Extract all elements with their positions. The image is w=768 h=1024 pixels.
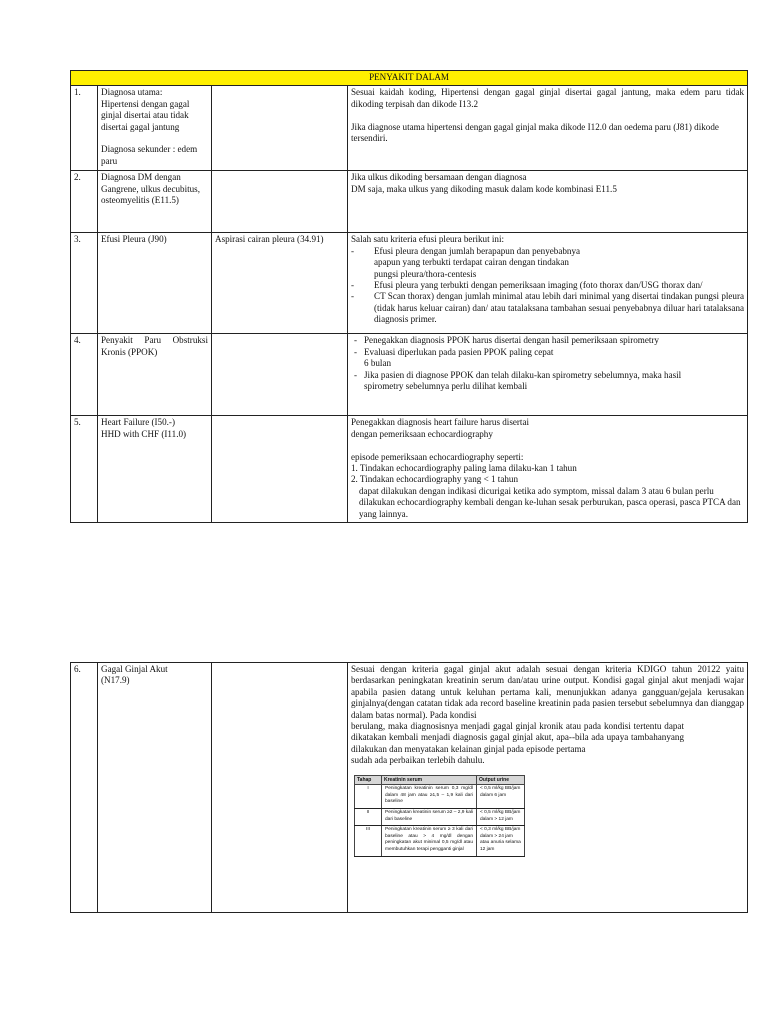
diagnosis-line: Hipertensi dengan gagal ginjal disertai atau tidak disertai gagal jantung bbox=[101, 98, 190, 132]
kdigo-header: Kreatinin serum bbox=[382, 775, 477, 785]
bullet-mark: - bbox=[354, 369, 358, 380]
kdigo-urine: < 0,5 ml/kg BB/jam dalam 6 jam bbox=[477, 785, 525, 809]
note-line: Penegakkan diagnosis heart failure harus disertai bbox=[351, 417, 530, 428]
kdigo-urine: < 0,5 ml/kg BB/jam dalam > 12 jam bbox=[477, 809, 525, 826]
table-row bbox=[71, 233, 748, 334]
diagnosis-cell bbox=[98, 171, 212, 233]
bullet-mark: - bbox=[351, 245, 355, 256]
list-item bbox=[351, 370, 744, 393]
row-number: 4. bbox=[71, 334, 98, 416]
note-indented: dapat dilakukan dengan indikasi dicurigai ketika ado symptom, missal dalam 3 atau 6 bulan perlu dilakukan echocardiography kembali dengan ke-luhan sesak perburukan, pasca operasi, pasca PTCA dan yang lainnya. bbox=[359, 485, 741, 519]
diagnosis-line: Heart Failure (I50.-) bbox=[101, 417, 175, 428]
row-number: 6. bbox=[71, 663, 98, 913]
bullet-text: Efusi pleura yang terbukti dengan pemeriksaan imaging (foto thorax dan/USG thorax dan/ bbox=[374, 280, 703, 291]
note-paragraph: berulang, maka diagnosisnya menjadi gagal ginjal kronik atau pada kondisi tertentu dapat dikatakan kembali menjadi diagnosis gagal ginjal akut, apa--bila ada upaya tambahanyang dilakukan dan menyatakan kelainan ginjal pada episode pertama bbox=[351, 721, 684, 754]
diagnosis-cell bbox=[98, 416, 212, 523]
procedure-cell bbox=[212, 171, 348, 233]
note-paragraph: sudah ada perbaikan terlebih dahulu. bbox=[351, 755, 485, 766]
bullet-text: Efusi pleura dengan jumlah berapapun dan penyebabnya apapun yang terbukti terdapat cairan dengan tindakan pungsi pleura/thora-centesis bbox=[374, 245, 581, 279]
procedure-cell bbox=[212, 86, 348, 171]
kdigo-stage: II bbox=[355, 809, 382, 826]
table-row bbox=[71, 171, 748, 233]
diagnosis-cell bbox=[98, 663, 212, 913]
list-item bbox=[351, 291, 744, 325]
note-line: 1. Tindakan echocardiography paling lama dilaku-kan 1 tahun bbox=[351, 463, 577, 474]
note-line: Jika ulkus dikoding bersamaan dengan diagnosa bbox=[351, 172, 527, 183]
diagnosis-line: Diagnosa DM dengan Gangrene, ulkus decubitus, osteomyelitis (E11.5) bbox=[101, 172, 200, 206]
diagnosis-line: Efusi Pleura (J90) bbox=[101, 234, 167, 245]
note-line: dengan pemeriksaan echocardiography bbox=[351, 428, 493, 439]
table-row bbox=[71, 86, 748, 171]
note-line: Jika diagnose utama hipertensi dengan gagal ginjal maka dikode I12.0 dan oedema paru (J81) dikode bbox=[351, 121, 719, 132]
kdigo-row bbox=[355, 785, 525, 809]
kdigo-table bbox=[354, 775, 525, 857]
notes-cell bbox=[348, 233, 748, 334]
row-number: 2. bbox=[71, 171, 98, 233]
notes-cell bbox=[348, 171, 748, 233]
bullet-text: Penegakkan diagnosis PPOK harus disertai dengan hasil pemeriksaan spirometry bbox=[364, 335, 659, 346]
notes-cell bbox=[348, 663, 748, 913]
list-item bbox=[351, 347, 744, 370]
bullet-text: Evaluasi diperlukan pada pasien PPOK paling cepat 6 bulan bbox=[364, 346, 554, 369]
kdigo-header-row bbox=[355, 775, 525, 785]
note-paragraph: Sesuai dengan kriteria gagal ginjal akut adalah sesuai dengan kriteria KDIGO tahun 20122 yaitu berdasarkan peningkatan kreatinin serum dan/atau urine output. Kondisi gagal ginjal akut menjadi wajar apabila pasien datang untuk keluhan pertama kali, menunjukkan adanya gangguan/gejala kerusakan ginjalnya(dengan catatan tidak ada record baseline kreatinin pada pasien tersebut sebelumnya dan dianggap dalam batas normal). Pada kondisi bbox=[351, 664, 744, 720]
banner-row bbox=[71, 71, 748, 86]
bullet-mark: - bbox=[354, 335, 358, 346]
table-row bbox=[71, 416, 748, 523]
note-line: tersendiri. bbox=[351, 133, 388, 144]
procedure-cell: Aspirasi cairan pleura (34.91) bbox=[212, 233, 348, 334]
list-item bbox=[351, 246, 744, 280]
diagnosis-line: Diagnosa sekunder : edem paru bbox=[101, 144, 198, 166]
table-penyakit-dalam bbox=[70, 70, 748, 523]
note-line: episode pemeriksaan echocardiography seperti: bbox=[351, 451, 524, 462]
bullet-mark: - bbox=[351, 280, 355, 291]
table-row bbox=[71, 334, 748, 416]
diagnosis-line: HHD with CHF (I11.0) bbox=[101, 428, 187, 439]
kdigo-header: Tahap bbox=[355, 775, 382, 785]
list-item bbox=[351, 335, 744, 346]
row-number: 5. bbox=[71, 416, 98, 523]
row-number: 1. bbox=[71, 86, 98, 171]
procedure-cell bbox=[212, 334, 348, 416]
diagnosis-cell bbox=[98, 334, 212, 416]
diagnosis-cell bbox=[98, 86, 212, 171]
note-line: DM saja, maka ulkus yang dikoding masuk dalam kode kombinasi E11.5 bbox=[351, 183, 617, 194]
notes-cell bbox=[348, 416, 748, 523]
table-continued bbox=[70, 662, 748, 913]
diagnosis-cell bbox=[98, 233, 212, 334]
kdigo-creatinine: Peningkatan kreatinin serum ≥ 3 kali dari baseline atau > 4 mg/dl dengan peningkatan akut minimal 0,5 mg/dl atau membutuhkan terapi pengganti ginjal bbox=[382, 826, 477, 856]
kdigo-header: Output urine bbox=[477, 775, 525, 785]
section-banner: PENYAKIT DALAM bbox=[71, 71, 748, 86]
diagnosis-line: Penyakit Paru Obstruksi Kronis (PPOK) bbox=[101, 335, 208, 357]
kdigo-creatinine: Peningkatan kreatinin serum ≥2 – 2,9 kali dari baseline bbox=[382, 809, 477, 826]
note-line: 2. Tindakan echocardiography yang < 1 tahun bbox=[351, 474, 519, 485]
kdigo-stage: III bbox=[355, 826, 382, 856]
notes-cell bbox=[348, 334, 748, 416]
kdigo-creatinine: Peningkatan kreatinin serum 0,3 mg/dl dalam 48 jam atau ≥1,5 – 1,9 kali dari baseline bbox=[382, 785, 477, 809]
notes-cell bbox=[348, 86, 748, 171]
diagnosis-line: (N17.9) bbox=[101, 675, 130, 686]
bullet-mark: - bbox=[354, 346, 358, 357]
kdigo-urine: < 0,3 ml/kg BB/jam dalam > 24 jam atau anuria selama 12 jam bbox=[477, 826, 525, 856]
note-intro: Salah satu kriteria efusi pleura berikut ini: bbox=[351, 234, 505, 245]
kdigo-row bbox=[355, 809, 525, 826]
diagnosis-line: Diagnosa utama: bbox=[101, 87, 163, 98]
table-row bbox=[71, 663, 748, 913]
procedure-cell bbox=[212, 416, 348, 523]
bullet-mark: - bbox=[351, 291, 355, 302]
list-item bbox=[351, 280, 744, 291]
note-line: Sesuai kaidah koding, Hipertensi dengan gagal ginjal disertai gagal jantung, maka edem paru tidak dikoding terpisah dan dikode I13.2 bbox=[351, 87, 745, 109]
diagnosis-line: Gagal Ginjal Akut bbox=[101, 664, 168, 674]
kdigo-stage: I bbox=[355, 785, 382, 809]
procedure-cell bbox=[212, 663, 348, 913]
row-number: 3. bbox=[71, 233, 98, 334]
bullet-text: Jika pasien di diagnose PPOK dan telah dilaku-kan spirometry sebelumnya, maka hasil spirometry sebelumnya perlu dilihat kembali bbox=[364, 369, 682, 392]
bullet-text: CT Scan thorax) dengan jumlah minimal atau lebih dari minimal yang disertai tindakan pungsi pleura (tidak harus keluar cairan) dan/ atau tatalaksana tambahan sesuai penyebabnya diluar hari tatalaksana diagnosis primer. bbox=[374, 291, 745, 325]
kdigo-row bbox=[355, 826, 525, 856]
